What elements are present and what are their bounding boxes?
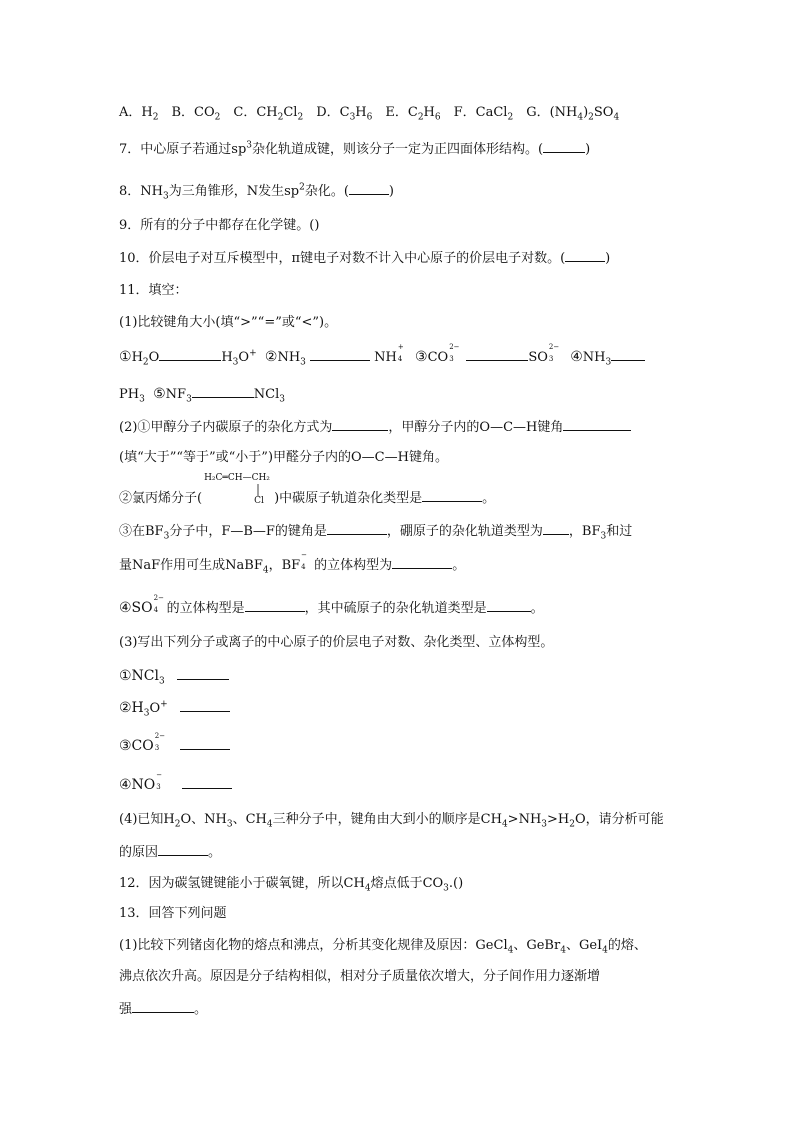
q11-part3-item1: ①NCl$_3$ xyxy=(119,667,229,686)
q13-line3: 强 。 xyxy=(119,1002,208,1017)
answer-blank[interactable] xyxy=(310,348,370,361)
answer-blank[interactable] xyxy=(177,667,229,680)
q6-options: A．$H_2$ B．$CO_2$ C．$CH_2Cl_2$ D．$C_3H_6$ E．$C_2H_6$ F．CaCl$_2$ G．$(NH_4)_2SO_4$ xyxy=(119,105,620,123)
answer-blank[interactable] xyxy=(245,599,305,612)
q11-part2-line1: (2)①甲醇分子内碳原子的杂化方式为 ，甲醇分子内的O—C—H键角 xyxy=(119,418,631,437)
q11-part2-line6: ④SO 2− 4 的立体构型是 ，其中硫原子的杂化轨道类型是 。 xyxy=(119,594,544,616)
q11-part2-line3: ②氯丙烯分子( H₂C═CH—CH₂ Cl )中碳原子轨道杂化类型是 。 xyxy=(119,473,496,506)
question-11-title: 11．填空： xyxy=(119,283,188,298)
q11-part1-row1: $①H_2O$ $H_3O^+$ $②NH_3$ NH + 4 ③CO 2− 3 SO 2− 3 $④NH_3$ xyxy=(119,348,645,367)
answer-blank[interactable] xyxy=(192,385,254,398)
answer-blank[interactable] xyxy=(332,418,388,431)
answer-blank[interactable] xyxy=(132,1000,194,1013)
q11-part4-line1: (4)已知$H_2O$、$NH_3$、$CH_4$三种分子中，键角由大到小的顺序是$CH_4>NH_3>H_2O$，请分析可能 xyxy=(119,812,664,830)
answer-blank[interactable] xyxy=(158,843,208,856)
allyl-chloride-structure: H₂C═CH—CH₂ Cl xyxy=(204,473,270,506)
answer-blank[interactable] xyxy=(327,522,387,535)
q11-part3-item4: ④NO − 3 xyxy=(119,776,232,795)
q11-part1-row2: $PH_3$ $⑤NF_3$ NCl$_3$ xyxy=(119,386,286,405)
answer-blank[interactable] xyxy=(611,348,645,361)
q11-part3-prompt: (3)写出下列分子或离子的中心原子的价层电子对数、杂化类型、立体构型。 xyxy=(119,635,554,650)
answer-blank[interactable] xyxy=(565,249,605,262)
answer-blank[interactable] xyxy=(487,599,531,612)
answer-blank[interactable] xyxy=(543,522,569,535)
answer-blank[interactable] xyxy=(563,418,631,431)
answer-blank[interactable] xyxy=(392,556,452,569)
question-12: 12．因为碳氢键键能小于碳氧键，所以$CH_4$熔点低于$CO_3.()$ xyxy=(119,876,464,894)
question-7: 7．中心原子若通过$sp^3$杂化轨道成键，则该分子一定为正四面体形结构。( ) xyxy=(119,140,591,157)
q11-part2-line2: (填“大于”“等于”或“小于”)甲醛分子内的O—C—H键角。 xyxy=(119,450,448,465)
answer-blank[interactable] xyxy=(159,348,221,361)
question-8: 8．$NH_3$为三角锥形，N发生$sp^2$杂化。( ) xyxy=(119,182,394,202)
question-10: 10．价层电子对互斥模型中，π键电子对数不计入中心原子的价层电子对数。( ) xyxy=(119,251,611,266)
answer-blank[interactable] xyxy=(543,140,585,153)
q11-part1-prompt: (1)比较键角大小(填“>”“=”或“<”)。 xyxy=(119,315,338,330)
q11-part4-line2: 的原因 。 xyxy=(119,845,222,860)
q13-line2: 沸点依次升高。原因是分子结构相似，相对分子质量依次增大，分子间作用力逐渐增 xyxy=(119,969,601,984)
q11-part3-item2: $②H_3O^+$ xyxy=(119,699,230,718)
q11-part2-line4: ③在$BF_3$分子中，F—B—F的键角是 ，硼原子的杂化轨道类型为 ，$BF_3$和过 xyxy=(119,524,633,542)
answer-blank[interactable] xyxy=(349,182,389,195)
answer-blank[interactable] xyxy=(422,489,482,502)
answer-blank[interactable] xyxy=(180,737,230,750)
question-13-title: 13．回答下列问题 xyxy=(119,906,227,921)
answer-blank[interactable] xyxy=(180,699,230,712)
answer-blank[interactable] xyxy=(182,776,232,789)
q11-part3-item3: ③CO 2− 3 xyxy=(119,737,230,756)
q13-line1: (1)比较下列锗卤化物的熔点和沸点，分析其变化规律及原因：GeCl$_4$、GeBr$_4$、GeI$_4$的熔、 xyxy=(119,938,647,956)
answer-blank[interactable] xyxy=(466,348,528,361)
q11-part2-line5: 量NaF作用可生成NaBF$_4$，BF − 4 的立体构型为 。 xyxy=(119,551,466,576)
question-9: 9．所有的分子中都存在化学键。() xyxy=(119,218,320,233)
